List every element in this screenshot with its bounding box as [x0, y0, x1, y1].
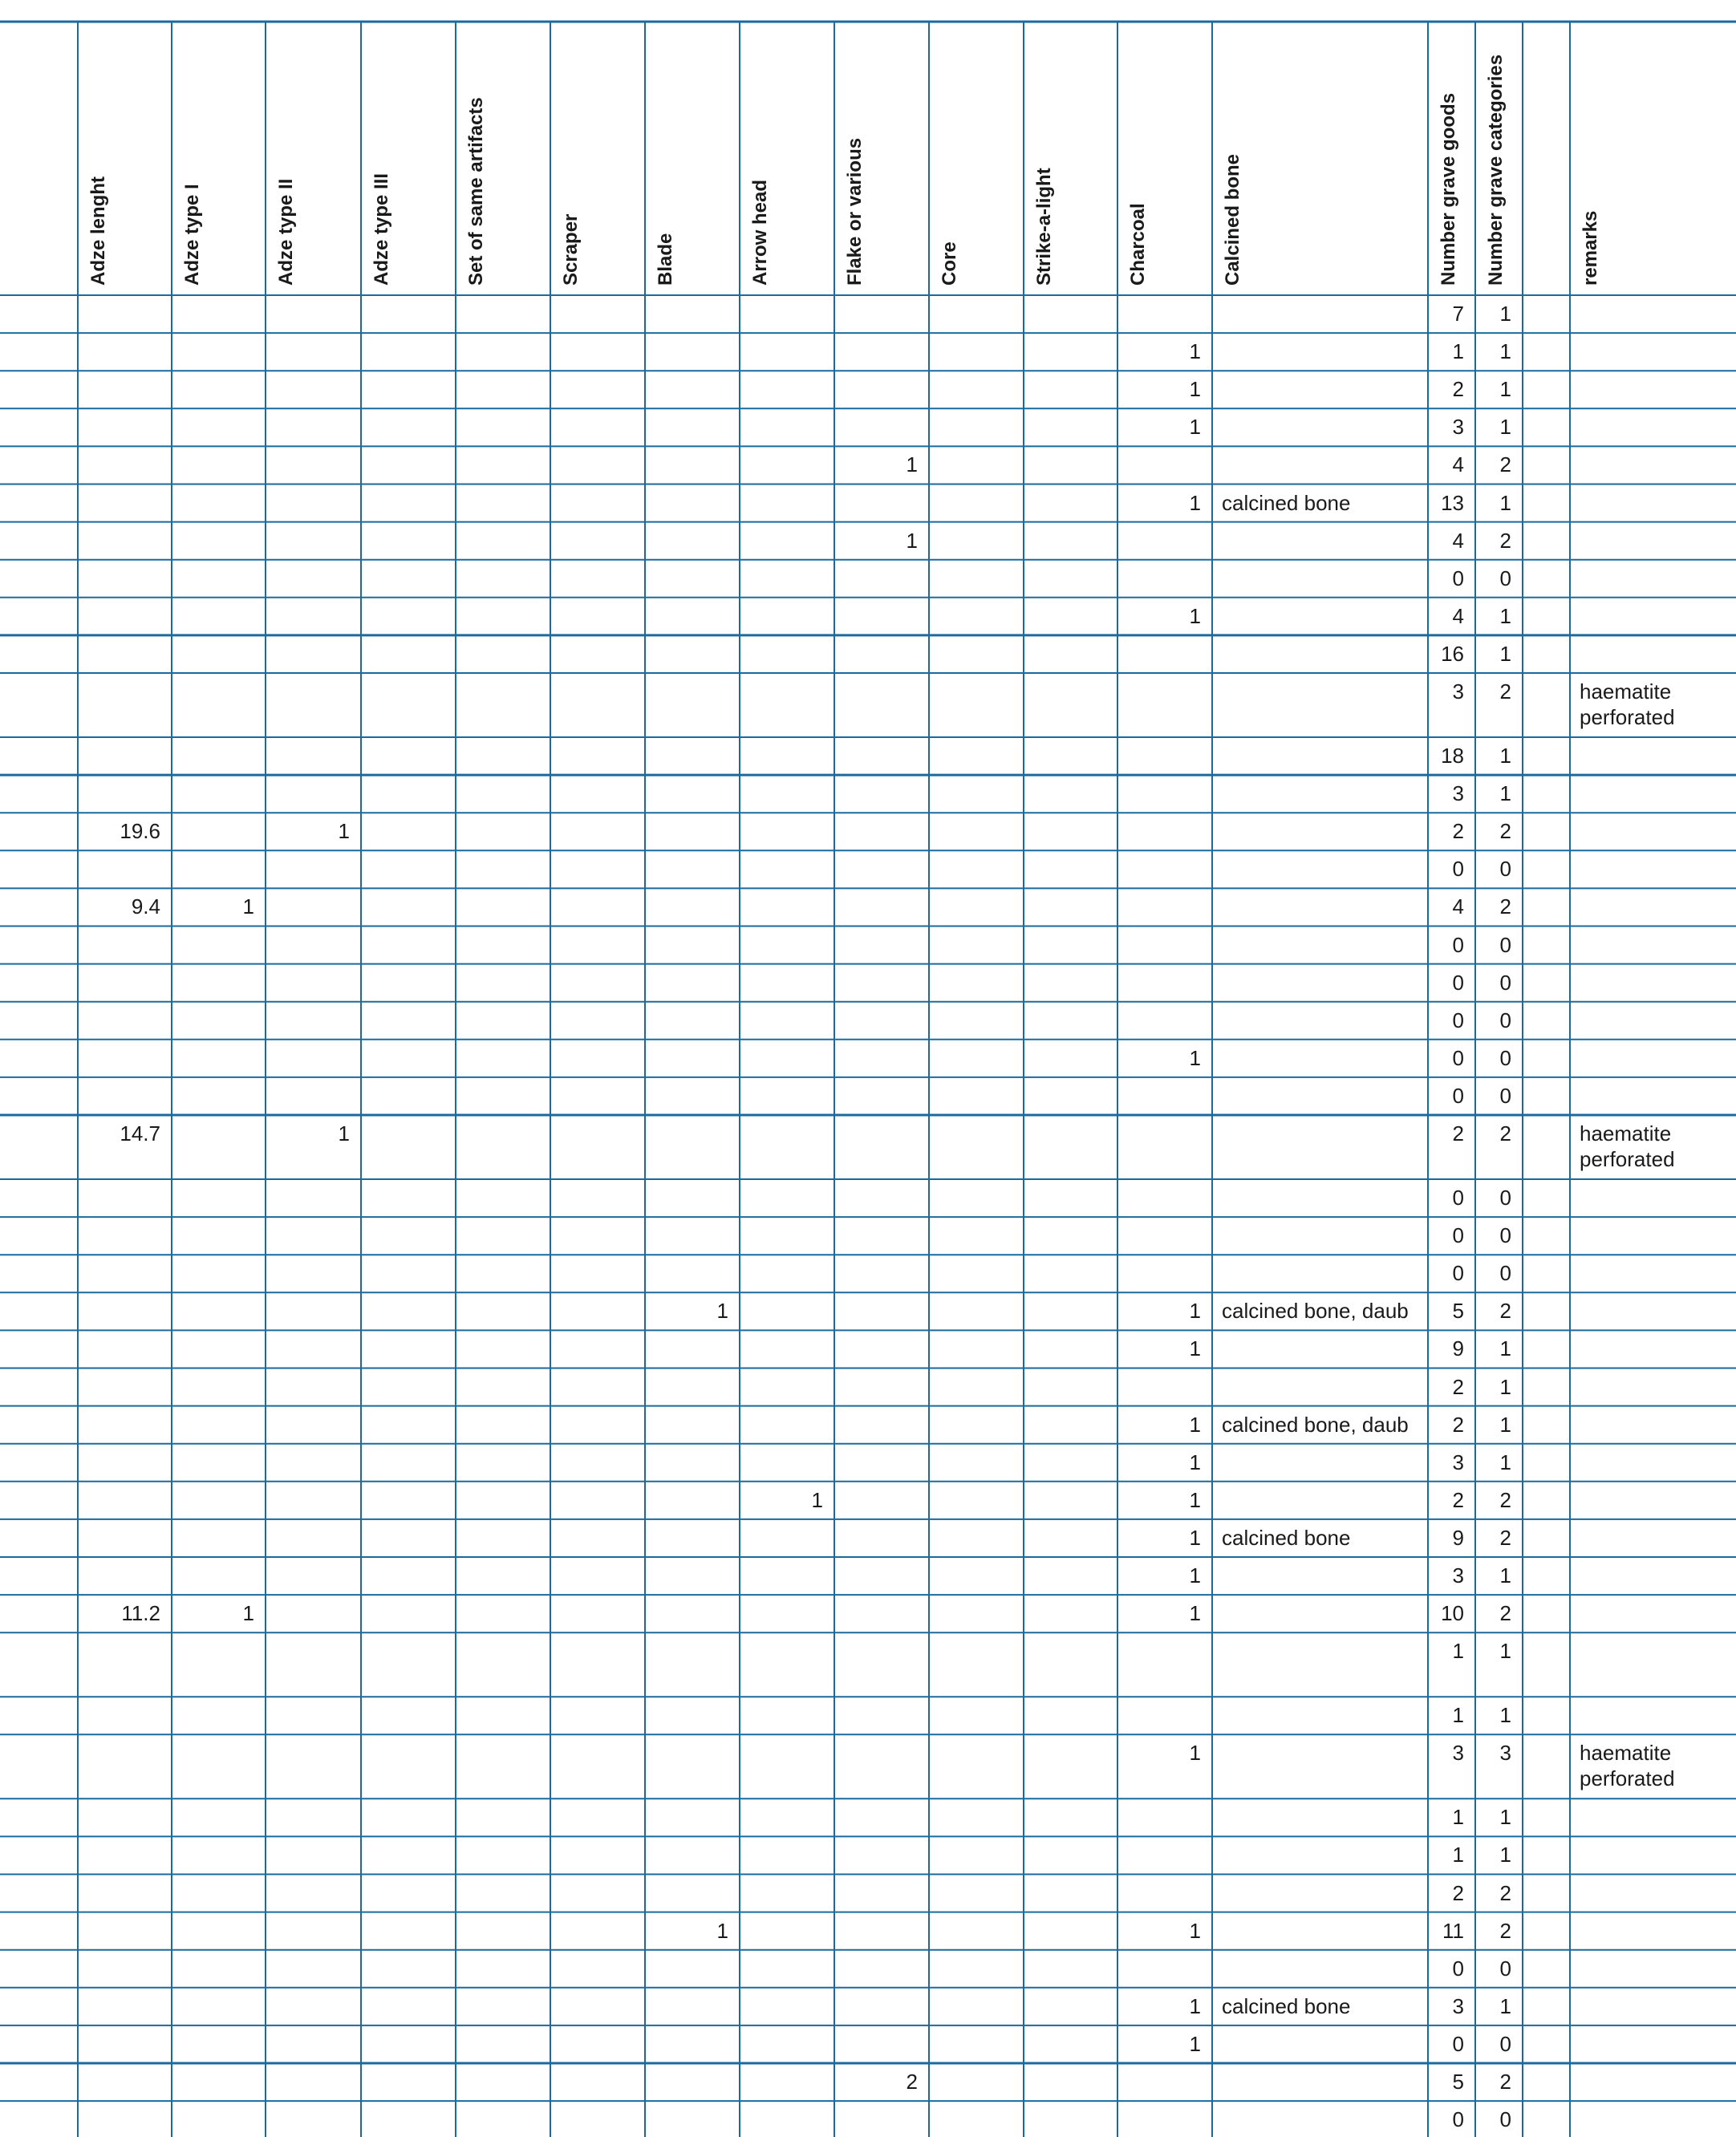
table-cell: 1	[1499, 781, 1511, 806]
table-cell: 0	[1499, 1045, 1511, 1070]
table-cell: 1	[1189, 1450, 1201, 1474]
table-cell: 7	[1452, 302, 1464, 326]
table-cell: 3	[1452, 1563, 1464, 1588]
table-cell: 0	[1499, 1008, 1511, 1032]
table-cell: 1	[1499, 1374, 1511, 1399]
table-cell: 1	[906, 528, 918, 553]
table-cell: 1	[1499, 1993, 1511, 2018]
table-cell: 3	[1452, 1741, 1464, 1766]
table-cell: 16	[1441, 641, 1464, 666]
table-cell: 0	[1452, 857, 1464, 882]
table-cell: 1	[1189, 1601, 1201, 1626]
table-cell: 1	[1499, 603, 1511, 628]
table-cell: 2	[1499, 1918, 1511, 1943]
table-cell: 1	[811, 1487, 823, 1512]
table-cell: 1	[1499, 415, 1511, 440]
column-header: Arrow head	[749, 179, 771, 286]
table-cell: 0	[1452, 1083, 1464, 1108]
table-cell: 18	[1441, 744, 1464, 768]
table-cell: 2	[1452, 1412, 1464, 1437]
table-cell: 1	[1189, 339, 1201, 364]
table-cell: 1	[1499, 1805, 1511, 1830]
table-cell: 9	[1452, 1336, 1464, 1361]
column-header: Calcined bone	[1222, 153, 1243, 286]
table-cell: 14.7	[120, 1121, 160, 1146]
table-cell: 3	[1452, 679, 1464, 704]
table-cell: 1	[1499, 339, 1511, 364]
table-cell: 2	[1499, 1525, 1511, 1550]
table-cell: 0	[1499, 2107, 1511, 2132]
table-cell: 2	[1499, 1880, 1511, 1905]
table-cell: 1	[1189, 603, 1201, 628]
table-cell: 0	[1452, 1223, 1464, 1248]
table-cell: 0	[1452, 1956, 1464, 1981]
table-cell: 1	[906, 452, 918, 477]
table-cell: 0	[1452, 1261, 1464, 1286]
table-cell: 5	[1452, 2070, 1464, 2094]
table-cell: 4	[1452, 603, 1464, 628]
table-cell: 2	[1499, 819, 1511, 844]
table-cell: 1	[1499, 1843, 1511, 1867]
table-cell: 0	[1499, 1083, 1511, 1108]
table-cell: 9.4	[131, 894, 160, 919]
table-cell: 1	[1189, 1336, 1201, 1361]
column-header: Strike-a-light	[1033, 168, 1055, 286]
table-cell: 1	[242, 894, 254, 919]
remark-cell: haematite perforated	[1580, 1741, 1675, 1791]
table-cell: 2	[1452, 1880, 1464, 1905]
column-header: Core	[939, 241, 960, 286]
table-cell: 0	[1452, 1186, 1464, 1210]
calcined-bone-cell: calcined bone	[1222, 490, 1351, 515]
table-cell: 1	[1499, 1563, 1511, 1588]
table-cell: 1	[716, 1299, 728, 1324]
column-header: Flake or various	[844, 137, 866, 286]
table-cell: 0	[1499, 970, 1511, 995]
table-cell: 1	[338, 1121, 350, 1146]
table-cell: 0	[1499, 857, 1511, 882]
table-cell: 2	[1452, 377, 1464, 402]
table-cell: 2	[1452, 1121, 1464, 1146]
column-header: Charcoal	[1127, 203, 1149, 286]
table-cell: 0	[1452, 566, 1464, 590]
table-cell: 2	[1499, 1601, 1511, 1626]
table-cell: 0	[1452, 2107, 1464, 2132]
table-cell: 3	[1452, 1993, 1464, 2018]
table-cell: 2	[1452, 1487, 1464, 1512]
column-header: Scraper	[560, 213, 582, 286]
calcined-bone-cell: calcined bone, daub	[1222, 1299, 1409, 1324]
table-cell: 1	[1189, 1412, 1201, 1437]
table-cell: 5	[1452, 1299, 1464, 1324]
table-cell: 0	[1499, 1186, 1511, 1210]
table-cell: 10	[1441, 1601, 1464, 1626]
column-header: Adze type I	[181, 184, 203, 286]
remark-cell: haematite perforated	[1580, 1121, 1675, 1171]
table-cell: 1	[1452, 1805, 1464, 1830]
table-cell: 1	[1189, 415, 1201, 440]
table-cell: 1	[1499, 1639, 1511, 1664]
table-cell: 19.6	[120, 819, 160, 844]
table-cell: 0	[1499, 2031, 1511, 2056]
table-cell: 3	[1499, 1741, 1511, 1766]
table-cell: 1	[1189, 1525, 1201, 1550]
column-header: Number grave goods	[1438, 92, 1459, 286]
table-cell: 11.2	[121, 1601, 160, 1626]
column-header: remarks	[1580, 210, 1601, 286]
table-cell: 1	[1189, 1993, 1201, 2018]
table-cell: 2	[1499, 1487, 1511, 1512]
table-cell: 1	[1189, 490, 1201, 515]
table-cell: 1	[338, 819, 350, 844]
calcined-bone-cell: calcined bone	[1222, 1525, 1351, 1550]
table-cell: 0	[1452, 1045, 1464, 1070]
table-cell: 1	[1189, 377, 1201, 402]
table-cell: 0	[1452, 2031, 1464, 2056]
table-cell: 2	[1452, 1374, 1464, 1399]
table-cell: 0	[1452, 932, 1464, 957]
table-cell: 0	[1499, 1223, 1511, 1248]
table-cell: 1	[1452, 339, 1464, 364]
table-cell: 1	[1189, 1045, 1201, 1070]
table-cell: 2	[1499, 2070, 1511, 2094]
table-cell: 3	[1452, 415, 1464, 440]
table-cell: 1	[1189, 1563, 1201, 1588]
table-cell: 1	[1499, 1336, 1511, 1361]
table-cell: 2	[1499, 894, 1511, 919]
table-cell: 1	[1189, 1299, 1201, 1324]
table-cell: 1	[1499, 744, 1511, 768]
table-cell: 1	[1499, 302, 1511, 326]
table-cell: 2	[1499, 679, 1511, 704]
table-cell: 0	[1499, 1261, 1511, 1286]
calcined-bone-cell: calcined bone	[1222, 1993, 1351, 2018]
table-cell: 1	[1452, 1703, 1464, 1728]
table-cell: 3	[1452, 781, 1464, 806]
table-cell: 1	[1189, 1487, 1201, 1512]
table-cell: 9	[1452, 1525, 1464, 1550]
table-cell: 1	[242, 1601, 254, 1626]
table-cell: 1	[716, 1918, 728, 1943]
table-cell: 0	[1499, 566, 1511, 590]
table-cell: 4	[1452, 894, 1464, 919]
table-cell: 1	[1452, 1639, 1464, 1664]
table-cell: 2	[1499, 1121, 1511, 1146]
remark-cell: haematite perforated	[1580, 679, 1675, 729]
table-cell: 4	[1452, 528, 1464, 553]
column-header: Adze type II	[275, 178, 297, 286]
column-header: Adze type III	[371, 172, 392, 286]
table-cell: 0	[1499, 932, 1511, 957]
table-cell: 1	[1189, 1918, 1201, 1943]
column-header: Adze lenght	[87, 176, 109, 286]
table-cell: 2	[1499, 528, 1511, 553]
table-cell: 2	[1499, 1299, 1511, 1324]
column-header: Blade	[655, 233, 676, 286]
table-cell: 1	[1499, 490, 1511, 515]
table-cell: 1	[1452, 1843, 1464, 1867]
table-cell: 1	[1499, 377, 1511, 402]
table-cell: 1	[1189, 1741, 1201, 1766]
table-cell: 0	[1452, 1008, 1464, 1032]
table-cell: 4	[1452, 452, 1464, 477]
column-header: Number grave categories	[1485, 54, 1507, 286]
calcined-bone-cell: calcined bone, daub	[1222, 1412, 1409, 1437]
table-cell: 11	[1442, 1918, 1464, 1943]
table-cell: 2	[1452, 819, 1464, 844]
table-cell: 3	[1452, 1450, 1464, 1474]
table-cell: 1	[1499, 1703, 1511, 1728]
table-cell: 2	[1499, 452, 1511, 477]
table-cell: 1	[1499, 1450, 1511, 1474]
table-cell: 0	[1452, 970, 1464, 995]
table-cell: 1	[1499, 641, 1511, 666]
table-cell: 2	[906, 2070, 918, 2094]
column-header: Set of same artifacts	[465, 97, 487, 286]
table-cell: 13	[1441, 490, 1464, 515]
table-cell: 1	[1189, 2031, 1201, 2056]
table-cell: 0	[1499, 1956, 1511, 1981]
table-cell: 1	[1499, 1412, 1511, 1437]
